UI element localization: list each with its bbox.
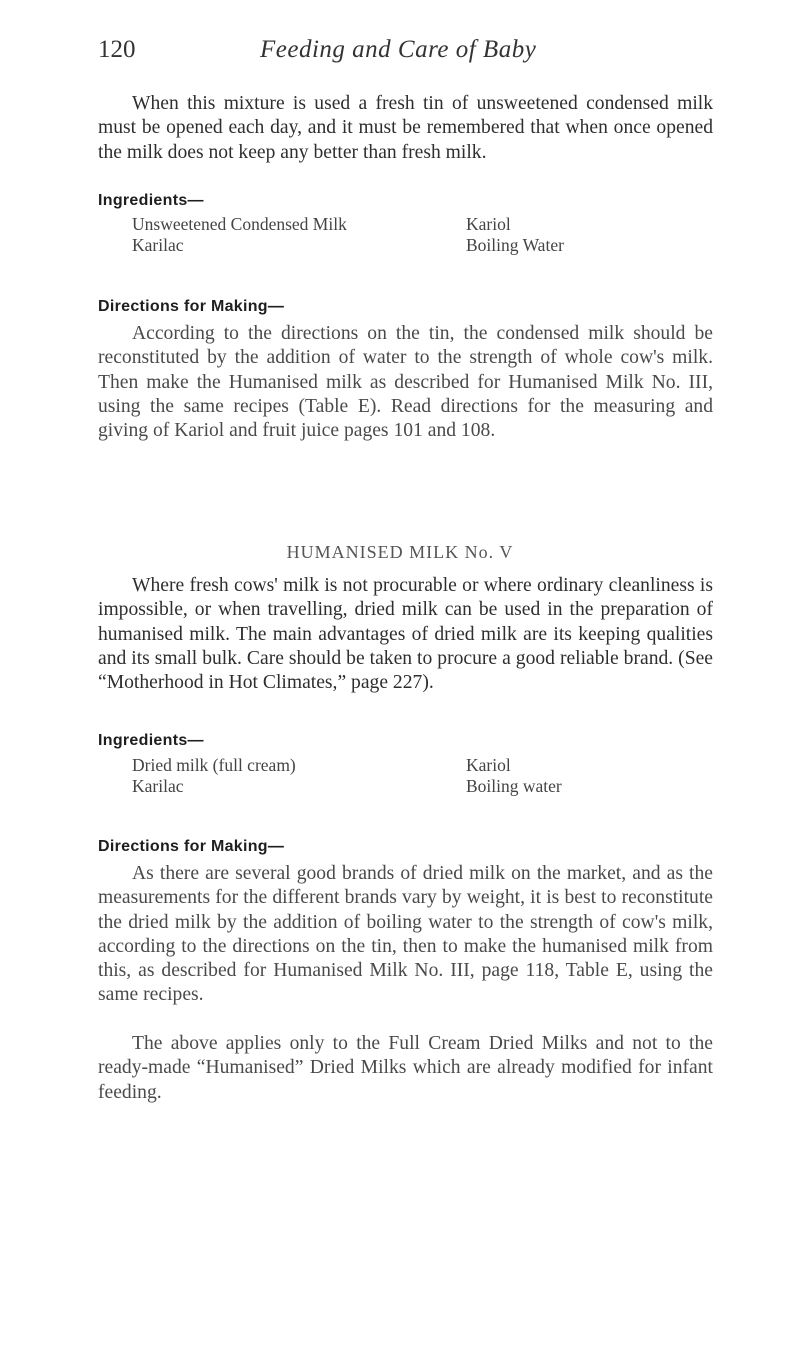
ingredient-item: Karilac	[132, 776, 184, 796]
page-number: 120	[98, 36, 136, 63]
ingredient-item: Boiling water	[466, 776, 562, 796]
intro-paragraph: Where fresh cows' milk is not procurable or where ordinary cleanliness is impossible, or when travelling, dried milk can be used in the preparation of humanised milk. The main advantages of dried milk are its keeping qualities and its small bulk. Care should be taken to procure a good reliable brand. (See “Motherhood in Hot Climates,” page 227).	[98, 575, 713, 694]
note-paragraph: The above applies only to the Full Cream Dried Milks and not to the ready-made “Humanised” Dried Milks which are already modified for infant feeding.	[98, 1033, 713, 1103]
ingredients-list	[132, 755, 692, 797]
ingredient-row	[132, 235, 692, 256]
section-heading: HUMANISED MILK No. V	[286, 542, 514, 562]
ingredients-label: Ingredients—	[98, 192, 204, 209]
ingredient-item: Unsweetened Condensed Milk	[132, 214, 347, 234]
ingredients-label: Ingredients—	[98, 732, 204, 749]
intro-paragraph: When this mixture is used a fresh tin of unsweetened condensed milk must be opened each day, and it must be remembered that when once opened the milk does not keep any better than fresh milk.	[98, 93, 713, 163]
directions-label: Directions for Making—	[98, 298, 285, 315]
ingredient-row	[132, 214, 692, 235]
ingredients-list	[132, 214, 692, 256]
ingredient-item: Kariol	[466, 214, 511, 234]
directions-paragraph: As there are several good brands of dried milk on the market, and as the measurements for the different brands vary by weight, it is best to reconstitute the dried milk by the addition of boiling water to the strength of cow's milk, according to the directions on the tin, then to make the humanised milk from this, as described for Humanised Milk No. III, page 118, Table E, using the same recipes.	[98, 863, 713, 1006]
ingredient-item: Boiling Water	[466, 235, 564, 255]
ingredient-item: Dried milk (full cream)	[132, 755, 296, 775]
ingredient-item: Kariol	[466, 755, 511, 775]
ingredient-row	[132, 755, 692, 776]
running-title: Feeding and Care of Baby	[260, 36, 537, 63]
page-header	[98, 36, 718, 76]
ingredient-item: Karilac	[132, 235, 184, 255]
directions-label: Directions for Making—	[98, 838, 285, 855]
directions-paragraph: According to the directions on the tin, the condensed milk should be reconstituted by the addition of water to the strength of whole cow's milk. Then make the Humanised milk as described for Humanised Milk No. III, using the same recipes (Table E). Read directions for the measuring and giving of Kariol and fruit juice pages 101 and 108.	[98, 323, 713, 442]
ingredient-row	[132, 776, 692, 797]
